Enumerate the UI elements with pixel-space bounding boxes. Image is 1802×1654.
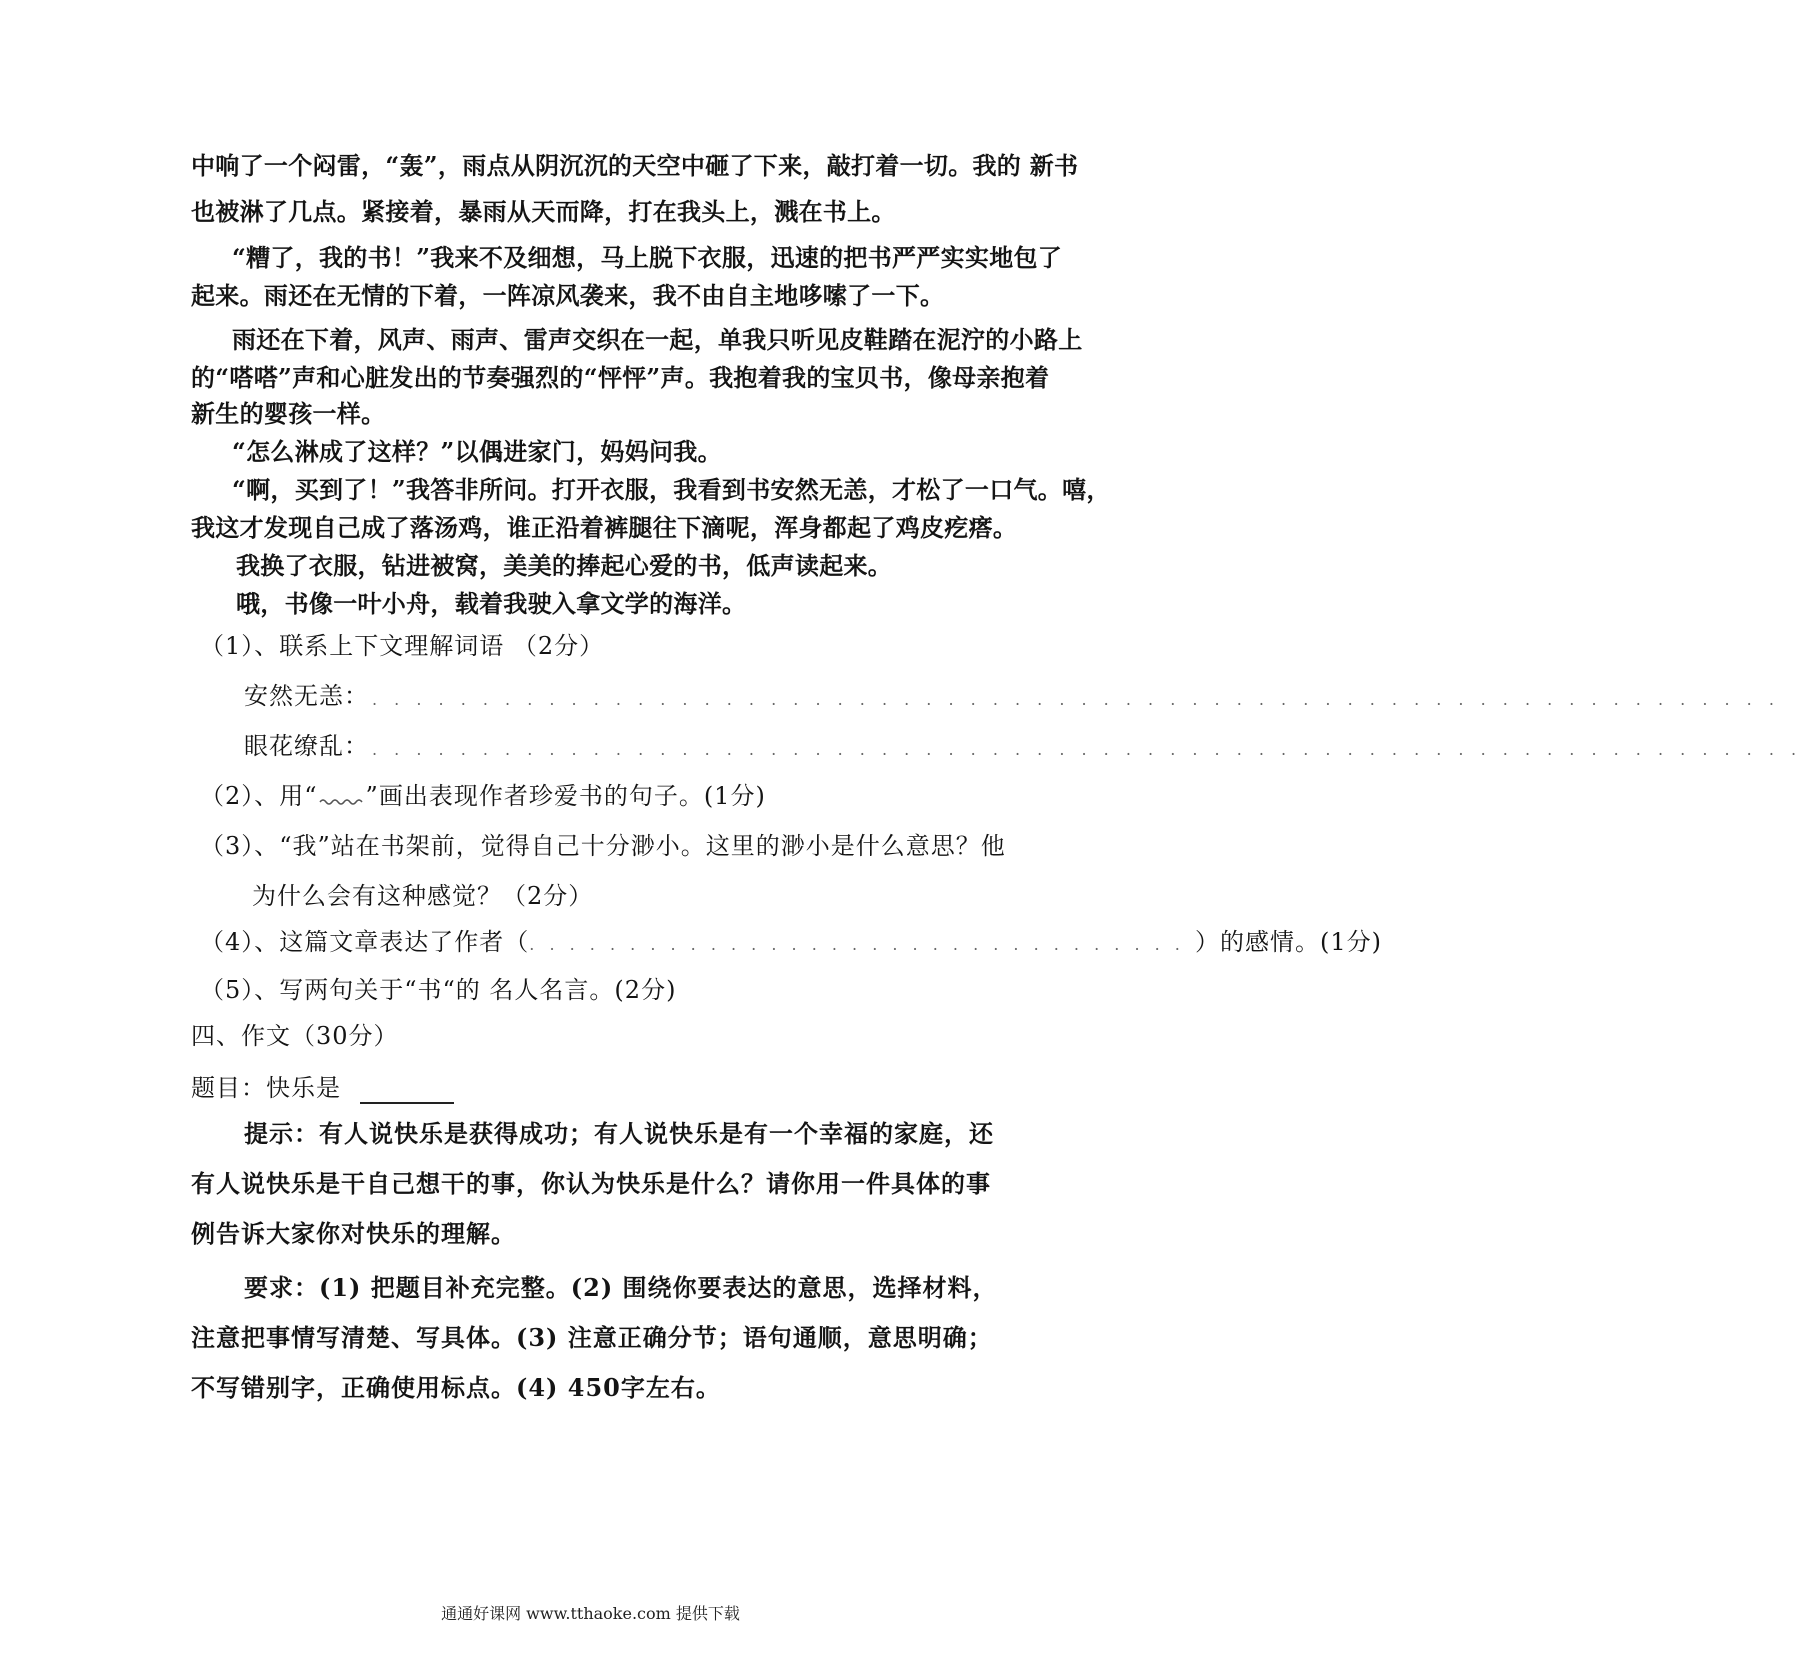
story-line: 哦，书像一叶小舟，载着我驶入拿文学的海洋。 [236, 589, 747, 618]
answer-dotted-line[interactable]: . . . . . . . . . . . . . . . . . . . . . . . . . . . . . . . . . . . . . . . . . . . . . . . . . . . . . . . . . . . . . . . . . [372, 740, 1802, 759]
story-line: “啊，买到了！”我答非所问。打开衣服，我看到书安然无恙，才松了一口气。嘻， [232, 475, 1111, 504]
essay-heading: 四、作文（30分） [191, 1022, 399, 1050]
essay-requirement-line: 要求：(1) 把题目补充完整。(2) 围绕你要表达的意思，选择材料， [244, 1273, 998, 1302]
question-4-suffix: ）的感情。(1分) [1194, 928, 1382, 956]
essay-hint-line: 提示：有人说快乐是获得成功；有人说快乐是有一个幸福的家庭，还 [244, 1119, 994, 1148]
story-line: 起来。雨还在无情的下着，一阵凉风袭来，我不由自主地哆嗦了一下。 [191, 281, 945, 310]
wavy-underline-icon [318, 788, 366, 808]
question-4 [200, 926, 1382, 961]
question-1: （1）、联系上下文理解词语 （2分） [200, 632, 605, 660]
question-2-suffix: ”画出表现作者珍爱书的句子。(1分) [365, 782, 766, 810]
question-1-word-1: 安然无恙： [244, 682, 369, 710]
story-line: 我这才发现自己成了落汤鸡，谁正沿着裤腿往下滴呢，浑身都起了鸡皮疙瘩。 [191, 513, 1018, 542]
question-2 [200, 780, 766, 812]
story-line: 也被淋了几点。紧接着，暴雨从天而降，打在我头上，溅在书上。 [191, 197, 896, 226]
question-5: （5）、写两句关于“书“的 名人名言。(2分) [200, 976, 677, 1004]
essay-title-label: 题目：快乐是 [191, 1074, 341, 1102]
answer-dotted-blank[interactable]: . . . . . . . . . . . . . . . . . . . . . . . . . . . . . . . . . [529, 935, 1195, 954]
question-3-line-1: （3）、“我”站在书架前，觉得自己十分渺小。这里的渺小是什么意思？他 [200, 832, 1006, 860]
question-2-prefix: （2）、用“ [200, 782, 318, 810]
essay-title-blank[interactable] [360, 1070, 454, 1104]
story-line: 新生的婴孩一样。 [191, 399, 386, 428]
story-line: “怎么淋成了这样？”以偶进家门，妈妈问我。 [232, 437, 722, 466]
story-line: 雨还在下着，风声、雨声、雷声交织在一起，单我只听见皮鞋踏在泥泞的小路上 [232, 325, 1083, 354]
answer-dotted-line[interactable]: . . . . . . . . . . . . . . . . . . . . . . . . . . . . . . . . . . . . . . . . . . . . . . . . . . . . . . . . . . . . . . . . [372, 690, 1780, 709]
essay-requirement-line: 不写错别字，正确使用标点。(4) 450字左右。 [191, 1373, 721, 1402]
story-line: 我换了衣服，钻进被窝，美美的捧起心爱的书，低声读起来。 [236, 551, 893, 580]
essay-requirement-line: 注意把事情写清楚、写具体。(3) 注意正确分节；语句通顺，意思明确； [191, 1323, 993, 1352]
essay-title [191, 1070, 454, 1104]
essay-hint-line: 有人说快乐是干自己想干的事，你认为快乐是什么？请你用一件具体的事 [191, 1169, 991, 1198]
story-line: 的“嗒嗒”声和心脏发出的节奏强烈的“怦怦”声。我抱着我的宝贝书，像母亲抱着 [191, 363, 1050, 392]
story-line: 中响了一个闷雷，“轰”，雨点从阴沉沉的天空中砸了下来，敲打着一切。我的 新书 [191, 151, 1079, 180]
essay-hint-line: 例告诉大家你对快乐的理解。 [191, 1219, 516, 1248]
question-3-line-2: 为什么会有这种感觉？（2分） [252, 882, 594, 910]
footer-credit: 通通好课网 www.tthaoke.com 提供下载 [441, 1604, 740, 1623]
question-1-word-2: 眼花缭乱： [244, 732, 369, 760]
question-4-prefix: （4）、这篇文章表达了作者（ [200, 928, 530, 956]
story-line: “糟了，我的书！”我来不及细想，马上脱下衣服，迅速的把书严严实实地包了 [232, 243, 1063, 272]
